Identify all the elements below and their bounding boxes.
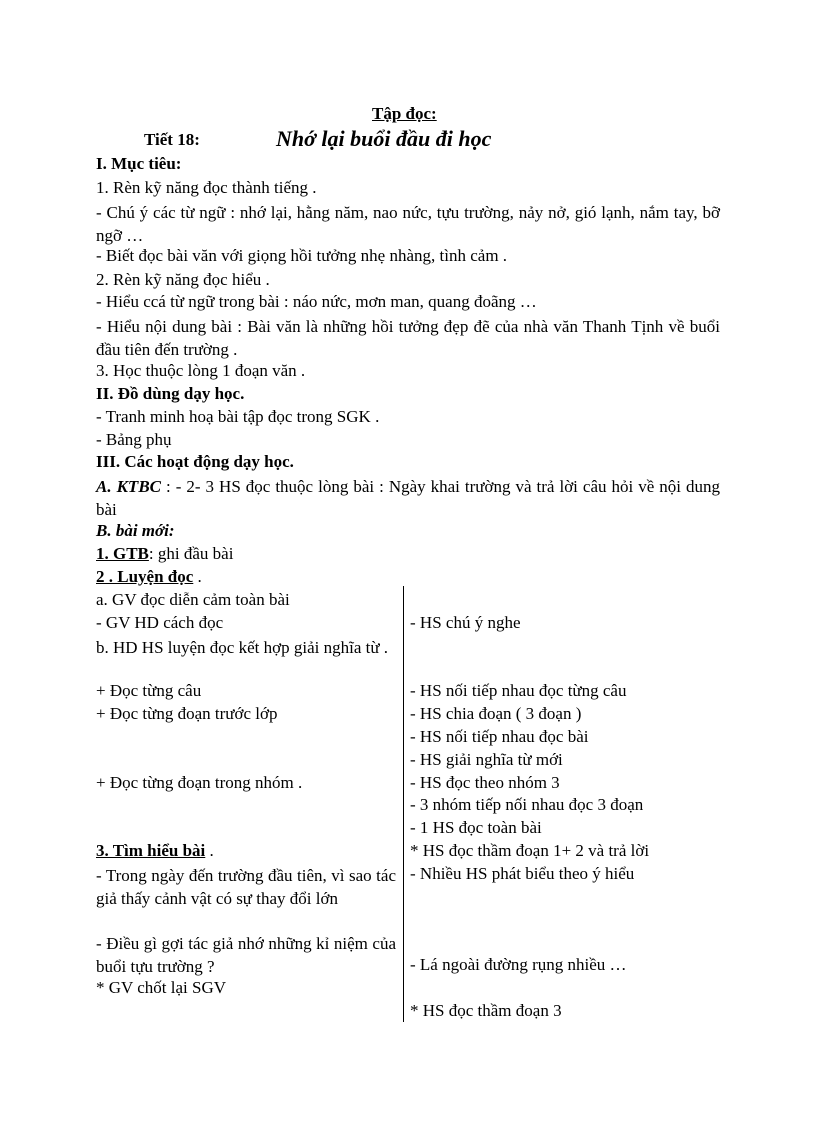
table-left-cell: b. HD HS luyện đọc kết hợp giải nghĩa từ . — [96, 638, 389, 657]
gtb-line — [96, 544, 233, 564]
table-left-cell: + Đọc từng đoạn trong nhóm . — [96, 773, 303, 792]
gtb-label: 1. GTB — [96, 544, 149, 563]
ktbc-paragraph — [96, 475, 720, 521]
table-left-cell: - Điều gì gợi tác giả nhớ những kỉ niệm của buổi tựu trường ? — [96, 934, 396, 976]
practice-dot: . — [193, 567, 202, 586]
table-right-cell: * HS đọc thầm đoạn 3 — [410, 1001, 562, 1020]
objective-line: 3. Học thuộc lòng 1 đoạn văn . — [96, 361, 306, 380]
table-right-cell: - Lá ngoài đường rụng nhiều … — [410, 955, 627, 974]
table-left-cell: + Đọc từng đoạn trước lớp — [96, 704, 278, 723]
table-left-cell: a. GV đọc diễn cảm toàn bài — [96, 590, 290, 609]
table-right-cell: - HS đọc theo nhóm 3 — [410, 773, 560, 792]
objective-line: - Chú ý các từ ngữ : nhớ lại, hằng năm, nao nức, tựu trường, nảy nở, gió lạnh, nắm tay, bỡ ngỡ … — [96, 203, 720, 245]
lesson-number: Tiết 18: — [144, 130, 200, 149]
table-right-cell: - HS chia đoạn ( 3 đoạn ) — [410, 704, 582, 723]
explore-heading: 3. Tìm hiểu bài — [96, 841, 206, 860]
material-line: - Tranh minh hoạ bài tập đọc trong SGK . — [96, 407, 380, 426]
table-right-cell: - HS nối tiếp nhau đọc bài — [410, 727, 589, 746]
table-right-cell: - 1 HS đọc toàn bài — [410, 818, 542, 837]
table-right-cell: - Nhiều HS phát biểu theo ý hiểu — [410, 864, 635, 883]
objectives-heading: I. Mục tiêu: — [96, 154, 182, 173]
table-right-cell: * HS đọc thầm đoạn 1+ 2 và trả lời — [410, 841, 650, 860]
table-right-cell: - HS giải nghĩa từ mới — [410, 750, 563, 769]
table-right-cell: - HS nối tiếp nhau đọc từng câu — [410, 681, 627, 700]
table-right-cell: - 3 nhóm tiếp nối nhau đọc 3 đoạn — [410, 795, 644, 814]
subject-label: Tập đọc: — [372, 104, 437, 123]
table-left-cell: * GV chốt lại SGV — [96, 978, 227, 997]
objective-line: 2. Rèn kỹ năng đọc hiểu . — [96, 270, 270, 289]
table-left-cell: - GV HD cách đọc — [96, 613, 224, 632]
explore-heading-line — [96, 841, 396, 861]
material-line: - Bảng phụ — [96, 430, 172, 449]
gtb-text: : ghi đầu bài — [148, 544, 234, 563]
objective-line: - Biết đọc bài văn với giọng hồi tưởng nhẹ nhàng, tình cảm . — [96, 246, 508, 265]
table-left-cell: - Trong ngày đến trường đầu tiên, vì sao tác giả thấy cảnh vật có sự thay đổi lớn — [96, 866, 396, 908]
new-lesson-heading: B. bài mới: — [96, 521, 175, 540]
table-right-cell: - HS chú ý nghe — [410, 613, 521, 632]
explore-dot: . — [205, 841, 214, 860]
table-left-cell: + Đọc từng câu — [96, 681, 202, 700]
objective-line: 1. Rèn kỹ năng đọc thành tiếng . — [96, 178, 317, 197]
activities-heading: III. Các hoạt động dạy học. — [96, 452, 294, 471]
materials-heading: II. Đồ dùng dạy học. — [96, 384, 245, 403]
objective-line: - Hiểu nội dung bài : Bài văn là những hồi tưởng đẹp đẽ của nhà văn Thanh Tịnh về buổi đầu tiên đến trường . — [96, 317, 720, 359]
objective-line: - Hiểu ccá từ ngữ trong bài : náo nức, mơn man, quang đoãng … — [96, 292, 537, 311]
lesson-title: Nhớ lại buổi đầu đi học — [276, 126, 492, 151]
practice-heading: 2 . Luyện đọc — [96, 567, 194, 586]
table-divider — [403, 586, 404, 1022]
ktbc-text: : - 2- 3 HS đọc thuộc lòng bài : Ngày khai trường và trả lời câu hỏi về nội dung bài — [96, 477, 720, 519]
ktbc-label: A. KTBC — [96, 477, 161, 496]
practice-heading-line — [96, 567, 202, 587]
